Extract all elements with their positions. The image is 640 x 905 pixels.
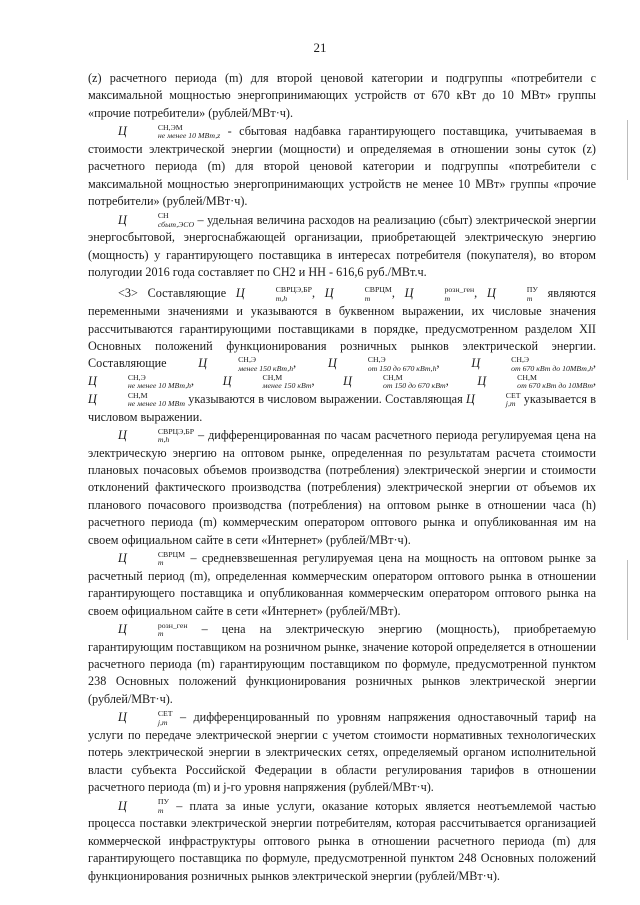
paragraph-sales-cost xyxy=(88,212,596,282)
formula-symbol: Ц СВРЦМ m xyxy=(324,285,392,303)
formula-symbol: Ц розн_ген m xyxy=(404,285,475,303)
formula-symbol: Ц розн_ген m xyxy=(118,620,188,639)
formula-symbol: Ц СВРЦЭ,БР m,h xyxy=(235,285,312,303)
formula-symbol: Ц ПУ m xyxy=(486,285,538,303)
formula-symbol: Ц СВРЦЭ,БР m,h xyxy=(118,426,195,445)
paragraph-other-services-fee xyxy=(88,798,596,885)
paragraph-text: – плата за иные услуги, оказание которых является неотъемлемой частью процесса поставки электрической энергии потребителям, которая рассчитывается организацией коммерческой инфраструктуры оптового рынка в отношении расчетного периода (m) для гарантирующего поставщика по формуле, предусмотренной пунктом 248 Основных положений функционирования розничных рынков электрической энергии (рублей/МВт·ч). xyxy=(88,798,596,883)
paragraph-continuation: (z) расчетного периода (m) для второй ценовой категории и подгруппы «потребители с максимальной мощностью энергопринимающих устройств от 670 кВт до 10 МВт» группы «прочие потребители» (рублей/МВт·ч). xyxy=(88,71,596,120)
formula-symbol: Ц СН,Э менее 150 кВт,h xyxy=(198,355,294,373)
formula-symbol: Ц СН,М от 670 кВт до 10МВт xyxy=(477,372,593,391)
paragraph-text: - сбытовая надбавка гарантирующего поставщика, учитываемая в стоимости электрической энергии (мощности) и определяемая в отношении зоны суток (z) расчетного периода (m) для второй ценовой категории и подгруппы «потребители с максимальной мощностью энергопринимающих устройств не менее 10 МВт» группы «прочие потребители» (рублей/МВт·ч). xyxy=(88,124,596,209)
formula-symbol: Ц СВРЦМ m xyxy=(118,549,186,568)
scan-edge-mark xyxy=(627,560,628,640)
paragraph-wholesale-energy-price xyxy=(88,427,596,549)
formula-symbol: Ц СН,Э не менее 10 МВт,h xyxy=(88,372,192,391)
paragraph-text: – удельная величина расходов на реализацию (сбыт) электрической энергии энергосбытовой, энергоснабжающей организации, приобретающей электрическую энергию (мощность) у гарантирующего поставщика в интересах потребителя (покупателя), во втором полугодии 2016 года составляет по СН2 и НН - 616,6 руб./МВт.ч. xyxy=(88,212,596,280)
formula-symbol: Ц СН,М не менее 10 МВт xyxy=(88,390,185,408)
formula-symbol: Ц СН,М менее 150 кВт xyxy=(222,372,312,391)
formula-symbol: Ц СЕТ j,m xyxy=(118,709,173,727)
paragraph-wholesale-capacity-price xyxy=(88,550,596,620)
paragraph-retail-generation-price xyxy=(88,621,596,708)
document-body xyxy=(88,70,596,885)
scan-edge-mark xyxy=(627,120,628,180)
formula-symbol: Ц СН,Э от 670 кВт до 10МВт,h xyxy=(471,355,593,373)
paragraph-text: – дифференцированный по уровням напряжения одноставочный тариф на услуги по передаче электрической энергии с учетом стоимости нормативных технологических потерь электрической энергии в электрических сетях, определяемый органом исполнительной власти субъекта Российской Федерации в области регулирования тарифов в отношении расчетного периода (m) и j-го уровня напряжения (рублей/МВт·ч). xyxy=(88,710,596,795)
paragraph-text: – дифференцированная по часам расчетного периода регулируемая цена на электрическую энергию на оптовом рынке, определенная по результатам расчета стоимости плановых почасовых объемов производства (потребления) электрической энергии и стоимости отклонений фактического производства (потребления) электрической энергии от объемов их планового почасового производства (потребления) на оптовом рынке в отношении часа (h) расчетного периода (m) коммерческим оператором оптового рынка и опубликованная им на своем официальном сайте в сети «Интернет» (рублей/МВт·ч). xyxy=(88,427,596,547)
formula-symbol: Ц ПУ m xyxy=(118,797,169,815)
paragraph-text: – средневзвешенная регулируемая цена на мощность на оптовом рынке за расчетный период (m), определенная коммерческим оператором оптового рынка в отношении гарантирующего поставщика и опубликованная коммерческим оператором оптового рынка на своем официальном сайте в сети «Интернет» (рублей/МВт). xyxy=(88,551,596,618)
paragraph-note-3: <3> Составляющие Ц СВРЦЭ,БР m,h , Ц СВРЦМ m , Ц розн_ген m , Ц ПУ m являются переменными значениями и указываются в буквенном выражении, их числовые значения рассчитываются гарантирующими поставщиками в порядке, предусмотренном разделом XII Основных положений функционирования розничных рынков электрической энергии. Составляющие Ц СН,Э менее 150 кВт,h , Ц СН,Э от 150 до 670 кВт,h , Ц СН,Э от 670 кВт до 10МВт,h , Ц СН,Э не менее 10 МВт,h , Ц СН,М менее 150 кВт , Ц СН,М от 150 до 670 кВт , Ц СН,М от 670 кВт до 10МВт , Ц СН,М не менее 10 МВт указываются в числовом выражении. Составляющая Ц СЕТ j,m указывается в числовом выражении. xyxy=(88,285,597,424)
formula-symbol: Ц СЕТ j,m xyxy=(465,390,521,408)
paragraph-text: – цена на электрическую энергию (мощность), приобретаемую гарантирующим поставщиком на розничном рынке, значение которой определяется в отношении расчетного периода (m) гарантирующим поставщиком по формуле, предусмотренной пунктом 238 Основных положений функционирования розничных рынков электрической энергии (рублей/МВт·ч). xyxy=(88,621,596,706)
formula-symbol: Ц СН,Э от 150 до 670 кВт,h xyxy=(327,355,437,373)
paragraph-sales-markup-10mw xyxy=(88,123,596,210)
paragraph-transmission-tariff xyxy=(88,709,596,796)
formula-symbol: Ц СН,М от 150 до 670 кВт xyxy=(343,372,446,391)
formula-symbol: Ц СН сбыт,ЭСО xyxy=(118,211,195,229)
page-number: 21 xyxy=(313,40,327,55)
formula-symbol: Ц СН,ЭМ не менее 10 МВт,z xyxy=(118,122,221,141)
